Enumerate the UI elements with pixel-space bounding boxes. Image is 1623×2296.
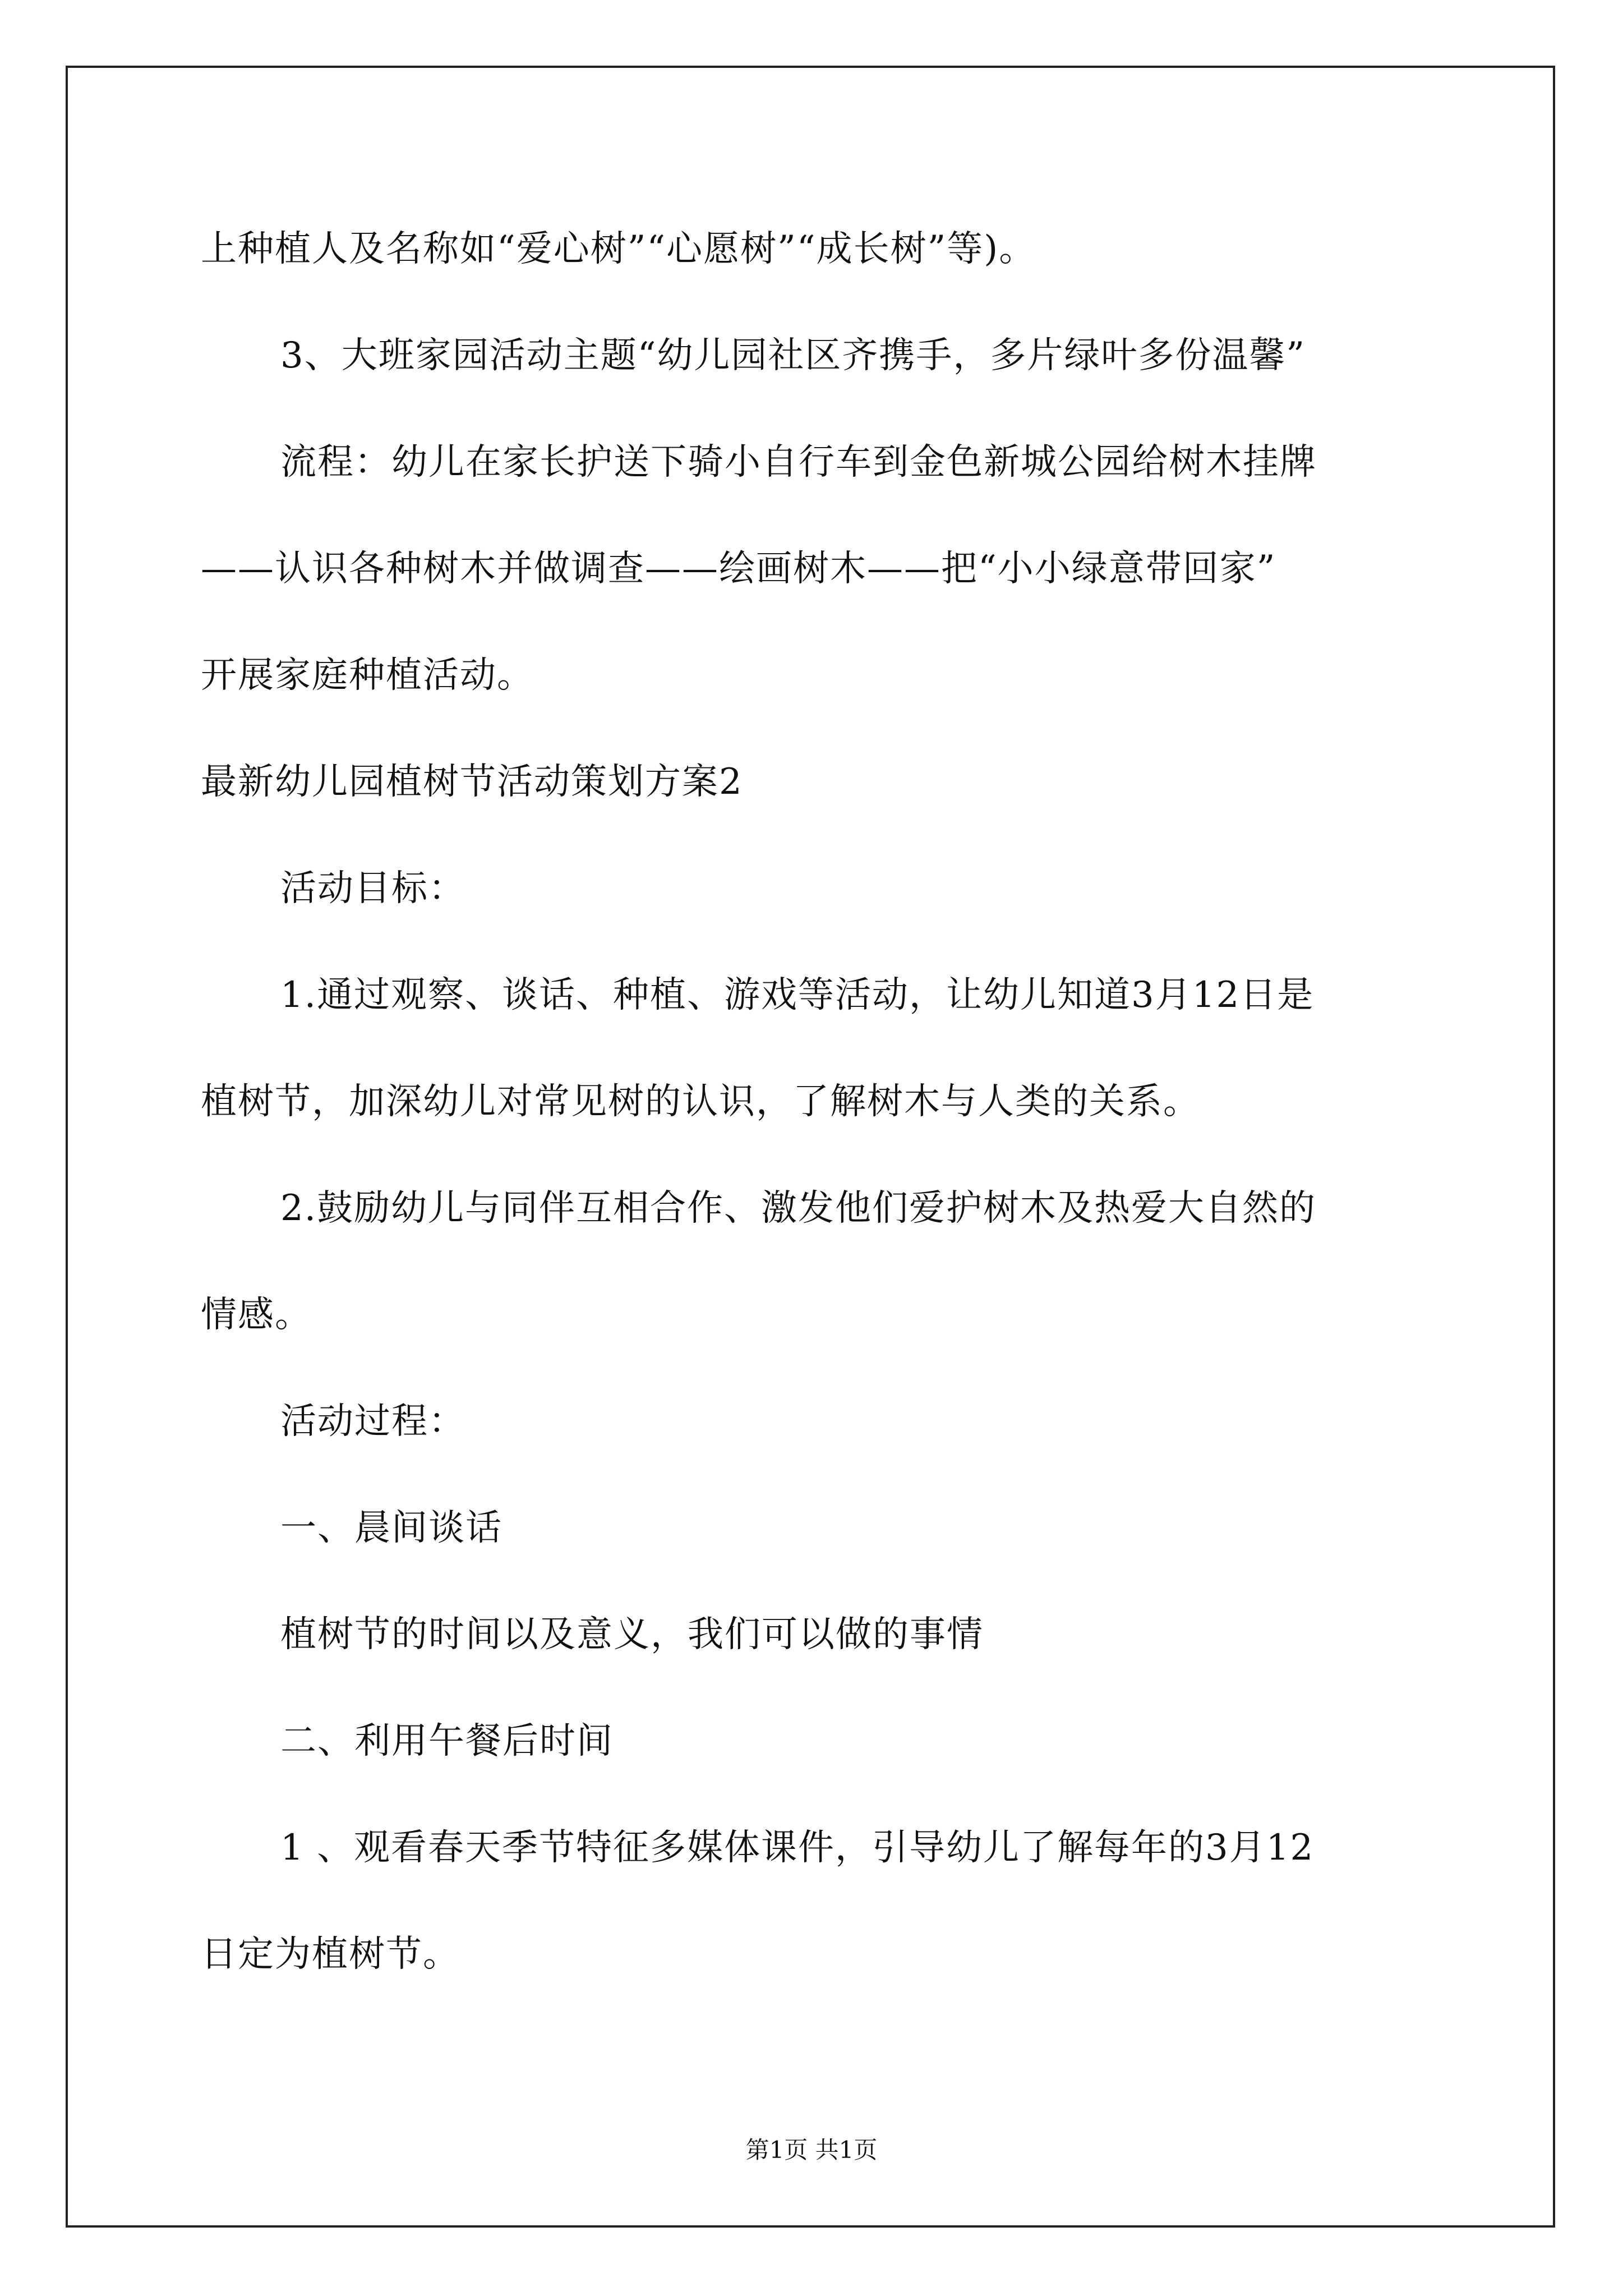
paragraph-line: 开展家庭种植活动。	[201, 655, 534, 696]
paragraph-line: 二、利用午餐后时间	[280, 1720, 614, 1762]
paragraph-line: 3、大班家园活动主题“幼儿园社区齐携手，多片绿叶多份温馨”	[280, 335, 1306, 376]
paragraph-line: 日定为植树节。	[201, 1934, 460, 1975]
paragraph-line: 活动目标：	[280, 868, 465, 909]
paragraph-line: 流程：幼儿在家长护送下骑小自行车到金色新城公园给树木挂牌	[280, 441, 1317, 483]
paragraph-line: 上种植人及名称如“爱心树”“心愿树”“成长树”等)。	[201, 228, 1036, 270]
paragraph-line: 植树节的时间以及意义，我们可以做的事情	[280, 1614, 984, 1655]
paragraph-line: 一、晨间谈话	[280, 1507, 502, 1549]
paragraph-line: 1 、观看春天季节特征多媒体课件，引导幼儿了解每年的3月12	[280, 1827, 1315, 1869]
section-heading: 最新幼儿园植树节活动策划方案2	[201, 761, 743, 803]
paragraph-line: 1.通过观察、谈话、种植、游戏等活动，让幼儿知道3月12日是	[280, 974, 1315, 1016]
page-number-footer: 第1页 共1页	[745, 2136, 878, 2164]
page-border	[66, 66, 1555, 2228]
paragraph-line: 植树节，加深幼儿对常见树的认识，了解树木与人类的关系。	[201, 1081, 1200, 1122]
paragraph-line: 情感。	[201, 1294, 312, 1336]
paragraph-line: 2.鼓励幼儿与同伴互相合作、激发他们爱护树木及热爱大自然的	[280, 1188, 1317, 1229]
paragraph-line: ——认识各种树木并做调查——绘画树木——把“小小绿意带回家”	[201, 548, 1276, 590]
paragraph-line: 活动过程：	[280, 1401, 465, 1442]
